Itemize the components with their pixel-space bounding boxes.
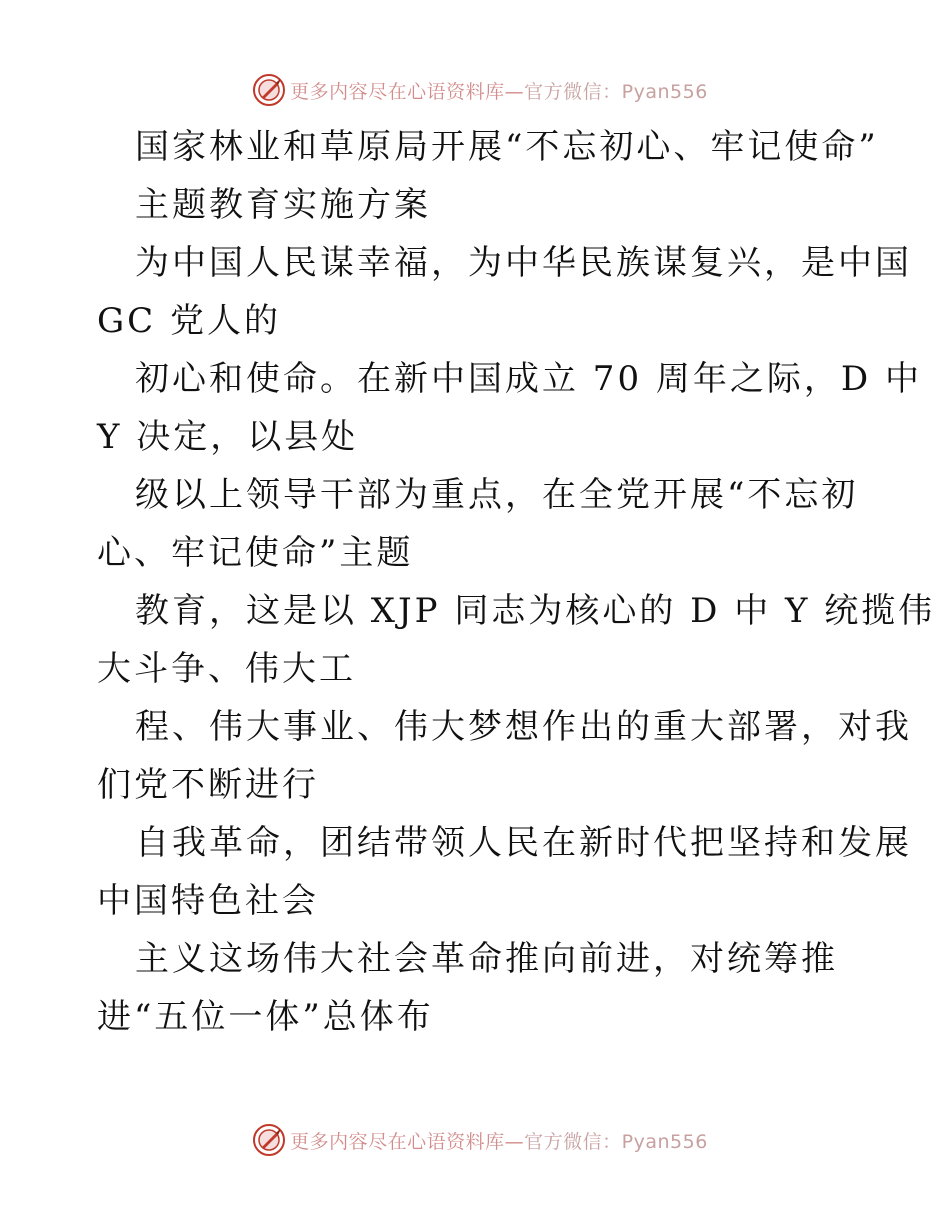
footer-banner [0,1120,950,1160]
doc-line: 们党不断进行 [97,765,319,805]
banner-wechat: 官方微信：Pyan556 [524,80,708,103]
header-banner [0,70,950,110]
doc-line: 自我革命，团结带领人民在新时代把坚持和发展 [135,823,912,863]
banner-wechat: 官方微信：Pyan556 [524,1130,708,1153]
doc-line: 主义这场伟大社会革命推向前进，对统筹推 [135,939,838,979]
doc-line: 进“五位一体”总体布 [97,997,434,1037]
doc-line: 教育，这是以 XJP 同志为核心的 D 中 Y 统揽伟 [135,591,936,631]
doc-line: 为中国人民谋幸福，为中华民族谋复兴，是中国 [135,243,912,283]
doc-line: 初心和使命。在新中国成立 70 周年之际，D 中 [135,359,922,399]
doc-line: 中国特色社会 [97,881,319,921]
doc-line: 心、牢记使命”主题 [97,533,414,573]
doc-line: 主题教育实施方案 [135,185,431,225]
doc-line: GC 党人的 [97,301,281,341]
doc-line: 大斗争、伟大工 [97,649,356,689]
banner-text [290,77,708,104]
banner-text-main: 更多内容尽在心语资料库— [290,1130,525,1153]
banner-text-main: 更多内容尽在心语资料库— [290,80,525,103]
brand-logo-icon [252,73,286,107]
doc-line: Y 决定，以县处 [97,417,359,457]
doc-line: 国家林业和草原局开展“不忘初心、牢记使命” [135,127,879,167]
brand-logo-icon [252,1123,286,1157]
doc-line: 程、伟大事业、伟大梦想作出的重大部署，对我 [135,707,912,747]
banner-text [290,1127,708,1154]
doc-line: 级以上领导干部为重点，在全党开展“不忘初 [135,475,859,515]
